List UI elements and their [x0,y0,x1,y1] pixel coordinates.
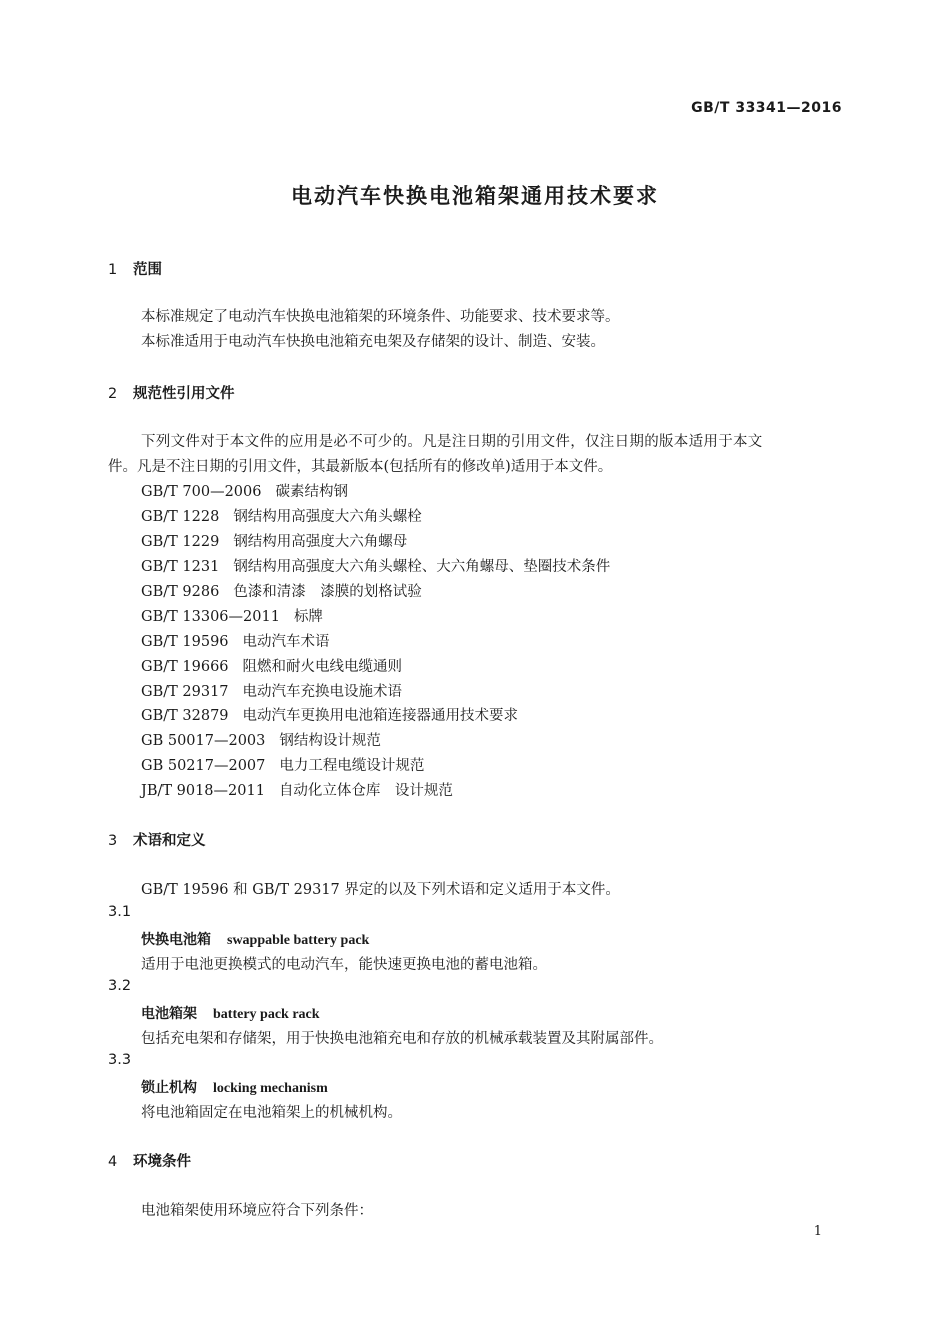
reference-item [141,704,518,725]
reference-title: 电动汽车术语 [242,634,330,650]
clause-number: 3.3 [108,1052,132,1068]
section-number: 3 [108,833,118,849]
reference-item [141,680,402,701]
clause-number: 3.1 [108,904,132,920]
reference-title: 钢结构用高强度大六角头螺栓 [233,509,422,525]
section-number: 2 [108,386,118,402]
section-title: 范围 [133,262,162,278]
term-entry [141,929,369,949]
reference-code: GB/T 1229 [141,534,220,550]
page-number: 1 [813,1224,822,1239]
section-title: 环境条件 [133,1154,191,1170]
document-title: 电动汽车快换电池箱架通用技术要求 [291,184,659,208]
paragraph: 下列文件对于本文件的应用是必不可少的。凡是注日期的引用文件，仅注日期的版本适用于本文 [141,434,763,450]
reference-code: GB/T 19596 [141,634,229,650]
term-zh: 锁止机构 [141,1080,197,1096]
reference-code: GB 50217—2007 [141,758,266,774]
reference-code: GB/T 1228 [141,509,220,525]
reference-title: 电动汽车更换用电池箱连接器通用技术要求 [242,708,519,724]
reference-code: GB/T 19666 [141,659,229,675]
reference-title: 电动汽车充换电设施术语 [242,684,403,700]
term-en: battery pack rack [213,1007,320,1022]
reference-code: GB 50017—2003 [141,733,266,749]
reference-code: GB/T 32879 [141,708,229,724]
term-entry [141,1077,328,1097]
clause-number: 3.2 [108,978,132,994]
term-zh: 快换电池箱 [141,932,211,948]
reference-item [141,754,424,775]
reference-title: 钢结构用高强度大六角螺母 [233,534,408,550]
term-zh: 电池箱架 [141,1006,197,1022]
reference-item [141,530,407,551]
reference-item [141,779,453,800]
term-definition: 将电池箱固定在电池箱架上的机械机构。 [141,1105,402,1121]
reference-title: 阻燃和耐火电线电缆通则 [242,659,403,675]
reference-item [141,555,610,576]
reference-code: GB/T 13306—2011 [141,609,280,625]
term-en: locking mechanism [213,1081,328,1096]
section-number: 4 [108,1154,118,1170]
paragraph: 本标准规定了电动汽车快换电池箱架的环境条件、功能要求、技术要求等。 [141,309,620,325]
reference-item [141,630,330,651]
section-3-heading [108,829,206,850]
reference-title: 自动化立体仓库 设计规范 [278,783,453,799]
section-title: 规范性引用文件 [133,386,235,402]
reference-code: GB/T 9286 [141,584,220,600]
reference-title: 碳素结构钢 [275,484,348,500]
term-en: swappable battery pack [227,933,370,948]
reference-item [141,605,323,626]
term-definition: 包括充电架和存储架，用于快换电池箱充电和存放的机械承载装置及其附属部件。 [141,1031,663,1047]
paragraph: GB/T 19596 和 GB/T 29317 界定的以及下列术语和定义适用于本文件。 [141,882,620,898]
reference-item [141,655,402,676]
reference-item [141,580,422,601]
standard-code: GB/T 33341—2016 [691,100,842,116]
reference-title: 电力工程电缆设计规范 [279,758,425,774]
paragraph: 本标准适用于电动汽车快换电池箱充电架及存储架的设计、制造、安装。 [141,334,605,350]
reference-item [141,505,422,526]
reference-code: GB/T 1231 [141,559,220,575]
reference-code: GB/T 700—2006 [141,484,262,500]
reference-title: 标牌 [293,609,323,625]
paragraph: 件。凡是不注日期的引用文件，其最新版本(包括所有的修改单)适用于本文件。 [108,459,613,475]
reference-item [141,729,381,750]
section-title: 术语和定义 [133,833,206,849]
reference-code: JB/T 9018—2011 [141,783,265,799]
reference-item [141,480,348,501]
reference-title: 钢结构设计规范 [279,733,381,749]
reference-code: GB/T 29317 [141,684,229,700]
reference-title: 钢结构用高强度大六角头螺栓、大六角螺母、垫圈技术条件 [233,559,611,575]
reference-title: 色漆和清漆 漆膜的划格试验 [233,584,422,600]
term-definition: 适用于电池更换模式的电动汽车，能快速更换电池的蓄电池箱。 [141,957,547,973]
paragraph: 电池箱架使用环境应符合下列条件： [141,1203,373,1219]
term-entry [141,1003,320,1023]
section-4-heading [108,1150,191,1171]
section-1-heading [108,258,162,279]
section-2-heading [108,382,235,403]
section-number: 1 [108,262,118,278]
